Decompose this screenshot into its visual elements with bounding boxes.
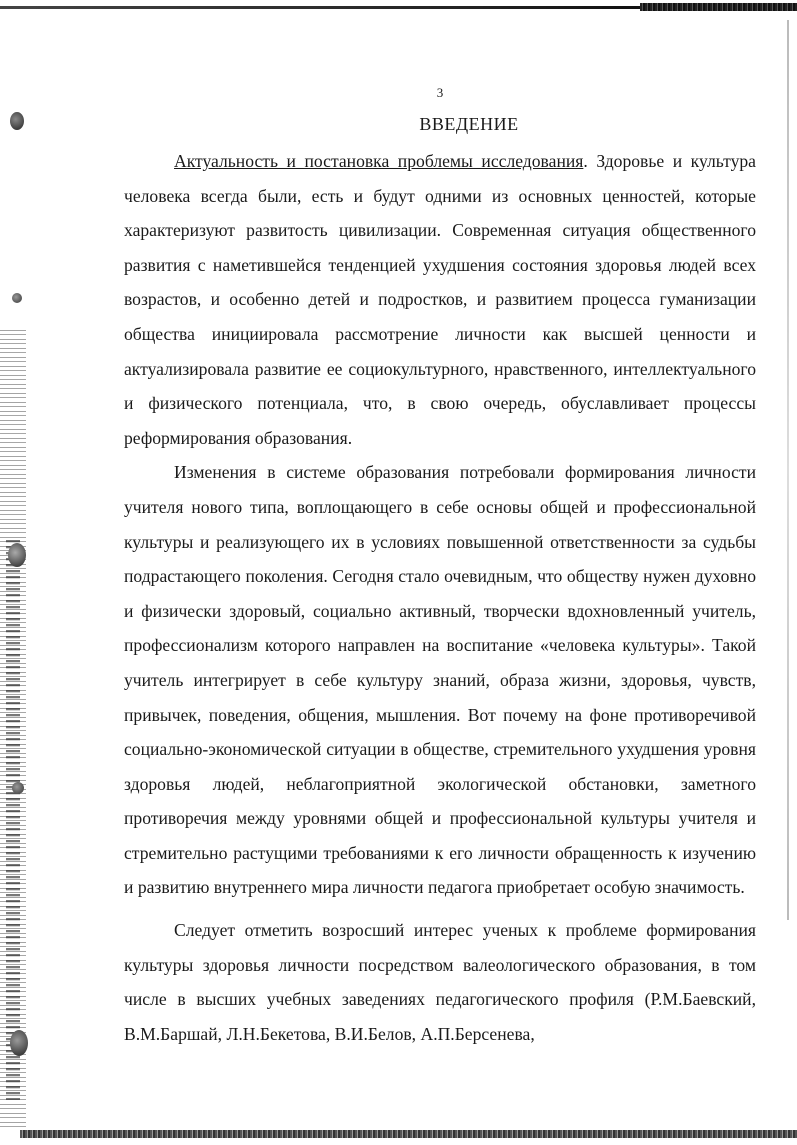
section-lead-underlined: Актуальность и постановка проблемы исследования bbox=[174, 151, 584, 171]
paragraph-relevance bbox=[124, 144, 756, 455]
scan-edge-bottom bbox=[20, 1130, 797, 1138]
binding-strip-dark bbox=[6, 540, 20, 1100]
page-number: 3 bbox=[436, 85, 444, 100]
punch-hole bbox=[12, 782, 24, 794]
paragraph-text: . Здоровье и культура человека всегда были, есть и будут одними из основных ценностей, которые характеризуют развитость цивилизации. Современная ситуация общественного развития с наметившейся тенденцией ухудшения состояния здоровья людей всех возрастов, и особенно детей и подростков, и развитием процесса гуманизации общества инициировала рассмотрение личности как высшей ценности и актуализировала развитие ее социокультурного, нравственного, интеллектуального и физического потенциала, что, в свою очередь, обуславливает процессы реформирования образования. bbox=[124, 151, 756, 448]
paragraph-education-changes: Изменения в системе образования потребовали формирования личности учителя нового типа, воплощающего в себе основы общей и профессиональной культуры и реализующего их в условиях повышенной ответственности за судьбы подрастающего поколения. Сегодня стало очевидным, что обществу нужен духовно и физически здоровый, социально активный, творчески вдохновленный учитель, профессионализм которого направлен на воспитание «человека культуры». Такой учитель интегрирует в себе культуру знаний, образа жизни, здоровья, чувств, привычек, поведения, общения, мышления. Вот почему на фоне противоречивой социально-экономической ситуации в обществе, стремительного ухудшения уровня здоровья людей, неблагоприятной экологической обстановки, заметного противоречия между уровнями общей и профессиональной культуры учителя и стремительно растущими требованиями к его личности обращенность к изучению и развитию внутреннего мира личности педагога приобретает особую значимость. bbox=[124, 462, 756, 898]
punch-hole bbox=[12, 293, 22, 303]
page-title: ВВЕДЕНИЕ bbox=[419, 114, 519, 134]
punch-hole bbox=[10, 1030, 28, 1056]
paragraph-research-interest: Следует отметить возросший интерес ученых к проблеме формирования культуры здоровья личности посредством валеологического образования, в том числе в высших учебных заведениях педагогического профиля (Р.М.Баевский, В.М.Баршай, Л.Н.Бекетова, В.И.Белов, А.П.Берсенева, bbox=[124, 920, 756, 1044]
scan-edge-right bbox=[787, 20, 789, 920]
punch-hole bbox=[8, 543, 26, 567]
document-body bbox=[124, 144, 756, 1051]
scan-edge-top-right bbox=[640, 3, 797, 11]
